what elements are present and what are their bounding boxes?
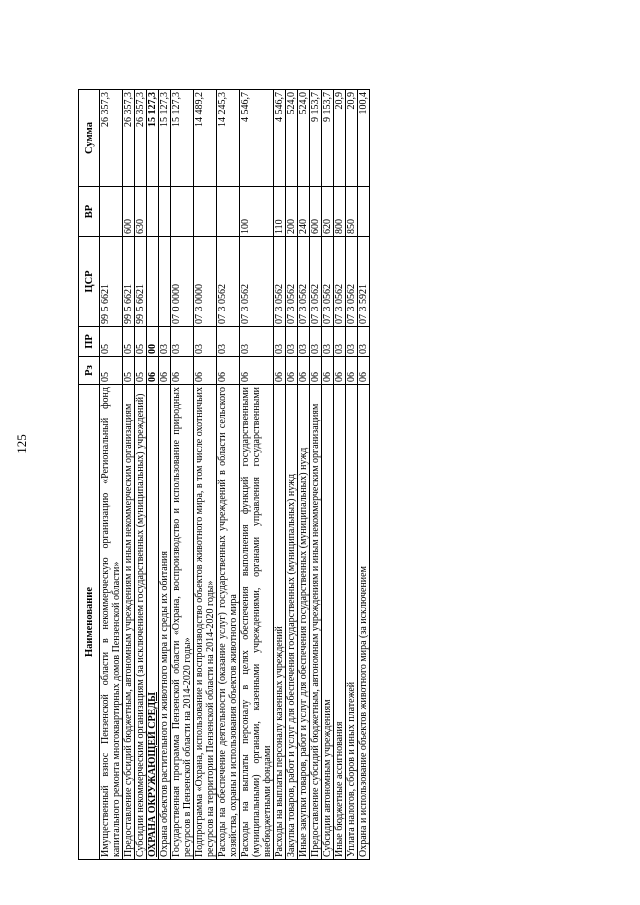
cell-pr: 03 [322,327,334,357]
cell-pr: 03 [298,327,310,357]
cell-rz: 06 [346,357,358,385]
cell-rz: 06 [194,357,217,385]
table-header [79,90,100,860]
header-rz: Рз [79,357,100,385]
cell-vr [159,187,171,237]
cell-name: ОХРАНА ОКРУЖАЮЩЕЙ СРЕДЫ [147,385,159,860]
cell-pr: 03 [274,327,286,357]
cell-rz: 05 [123,357,135,385]
cell-name: Уплата налогов, сборов и иных платежей [346,385,358,860]
cell-rz: 05 [135,357,147,385]
cell-vr: 600 [310,187,322,237]
cell-vr [358,187,370,237]
cell-sum: 14 489,2 [194,90,217,187]
cell-csr: 07 3 0562 [346,237,358,327]
cell-pr: 03 [346,327,358,357]
table-row [171,90,194,860]
cell-name: Предоставление субсидий бюджетным, автономным учреждениям и иным некоммерческим организациям [310,385,322,860]
cell-name: Субсидии автономным учреждениям [322,385,334,860]
cell-pr: 03 [240,327,274,357]
table-row [147,90,159,860]
table-row [217,90,240,860]
cell-vr [147,187,159,237]
cell-rz: 06 [217,357,240,385]
cell-pr: 03 [159,327,171,357]
cell-csr: 07 3 0562 [334,237,346,327]
table-row [358,90,370,860]
cell-pr: 03 [334,327,346,357]
cell-sum: 15 127,3 [147,90,159,187]
cell-sum: 20,9 [346,90,358,187]
cell-name: Охрана объектов растительного и животного мира и среды их обитания [159,385,171,860]
cell-csr: 07 0 0000 [171,237,194,327]
cell-csr [147,237,159,327]
header-name: Наименование [79,385,100,860]
cell-sum: 4 546,7 [274,90,286,187]
cell-rz: 06 [334,357,346,385]
cell-name: Имущественный взнос Пензенской области в некоммерческую организацию «Региональный фонд капитального ремонта многоквартирных домов Пензенской области» [100,385,123,860]
cell-csr: 07 3 0562 [274,237,286,327]
cell-name: Иные закупки товаров, работ и услуг для обеспечения государственных (муниципальных) нужд [298,385,310,860]
table-row [100,90,123,860]
cell-pr: 05 [100,327,123,357]
cell-vr: 800 [334,187,346,237]
cell-name: Расходы на выплаты персоналу в целях обеспечения выполнения функций государственными (муниципальными) органами, казенными учреждениями, органами управления государственными внебюджетными фондами [240,385,274,860]
cell-sum: 15 127,3 [171,90,194,187]
cell-csr: 07 3 0562 [240,237,274,327]
cell-csr: 99 5 6621 [123,237,135,327]
cell-pr: 03 [194,327,217,357]
table-row [159,90,171,860]
cell-vr: 630 [135,187,147,237]
cell-vr [100,187,123,237]
rotated-table-wrapper [78,90,570,860]
cell-rz: 06 [240,357,274,385]
cell-csr: 99 5 6621 [135,237,147,327]
cell-pr: 03 [171,327,194,357]
cell-rz: 06 [159,357,171,385]
cell-vr: 600 [123,187,135,237]
cell-name: Закупка товаров, работ и услуг для обеспечения государственных (муниципальных) нужд [286,385,298,860]
cell-rz: 06 [358,357,370,385]
cell-pr: 05 [135,327,147,357]
cell-sum: 4 546,7 [240,90,274,187]
cell-rz: 05 [100,357,123,385]
cell-name: Субсидии некоммерческим организациям (за исключением государственных (муниципальных) учреждений) [135,385,147,860]
cell-vr [217,187,240,237]
cell-pr: 00 [147,327,159,357]
cell-rz: 06 [322,357,334,385]
cell-sum: 26 357,3 [123,90,135,187]
cell-pr: 05 [123,327,135,357]
cell-sum: 26 357,3 [135,90,147,187]
cell-csr: 07 3 0562 [310,237,322,327]
cell-rz: 06 [286,357,298,385]
table-row [135,90,147,860]
cell-pr: 03 [286,327,298,357]
cell-name: Предоставление субсидий бюджетным, автономным учреждениям и иным некоммерческим организациям [123,385,135,860]
table-row [346,90,358,860]
budget-table [78,89,370,860]
cell-csr: 07 3 5921 [358,237,370,327]
cell-sum: 100,4 [358,90,370,187]
table-row [334,90,346,860]
cell-vr [171,187,194,237]
cell-vr [194,187,217,237]
header-row [79,90,100,860]
cell-pr: 03 [217,327,240,357]
header-pr: ПР [79,327,100,357]
table-body [100,90,370,860]
cell-csr: 07 3 0562 [322,237,334,327]
table-row [240,90,274,860]
cell-rz: 06 [298,357,310,385]
table-row [123,90,135,860]
table-row [194,90,217,860]
cell-name: Охрана и использование объектов животного мира (за исключением [358,385,370,860]
cell-name: Расходы на обеспечение деятельности (оказание услуг) государственных учреждений в области сельского хозяйства, охраны и использования объектов животного мира [217,385,240,860]
cell-sum: 15 127,3 [159,90,171,187]
cell-vr: 850 [346,187,358,237]
cell-sum: 524,0 [286,90,298,187]
header-sum: Сумма [79,90,100,187]
header-csr: ЦСР [79,237,100,327]
cell-sum: 26 357,3 [100,90,123,187]
cell-sum: 14 245,3 [217,90,240,187]
cell-sum: 524,0 [298,90,310,187]
cell-vr: 200 [286,187,298,237]
table-row [274,90,286,860]
cell-rz: 06 [310,357,322,385]
cell-vr: 110 [274,187,286,237]
cell-csr: 07 3 0562 [298,237,310,327]
cell-csr [159,237,171,327]
header-vr: ВР [79,187,100,237]
cell-vr: 620 [322,187,334,237]
cell-name: Иные бюджетные ассигнования [334,385,346,860]
cell-csr: 07 3 0000 [194,237,217,327]
table-row [322,90,334,860]
table-row [310,90,322,860]
cell-vr: 100 [240,187,274,237]
cell-vr: 240 [298,187,310,237]
table-row [286,90,298,860]
cell-pr: 03 [310,327,322,357]
cell-rz: 06 [274,357,286,385]
cell-sum: 20,9 [334,90,346,187]
cell-name: Расходы на выплаты персоналу казенных учреждений [274,385,286,860]
cell-csr: 99 5 6621 [100,237,123,327]
page-number: 125 [14,434,29,454]
cell-sum: 9 153,7 [310,90,322,187]
table-row [298,90,310,860]
cell-pr: 03 [358,327,370,357]
cell-name: Подпрограмма «Охрана, использование и воспроизводство объектов животного мира, в том числе охотничьих ресурсов на территории Пензенской области на 2014-2020 годы» [194,385,217,860]
cell-name: Государственная программа Пензенской области «Охрана, воспроизводство и использование природных ресурсов в Пензенской области на 2014-2020 годы» [171,385,194,860]
cell-csr: 07 3 0562 [286,237,298,327]
cell-rz: 06 [171,357,194,385]
cell-csr: 07 3 0562 [217,237,240,327]
cell-sum: 9 153,7 [322,90,334,187]
cell-rz: 06 [147,357,159,385]
